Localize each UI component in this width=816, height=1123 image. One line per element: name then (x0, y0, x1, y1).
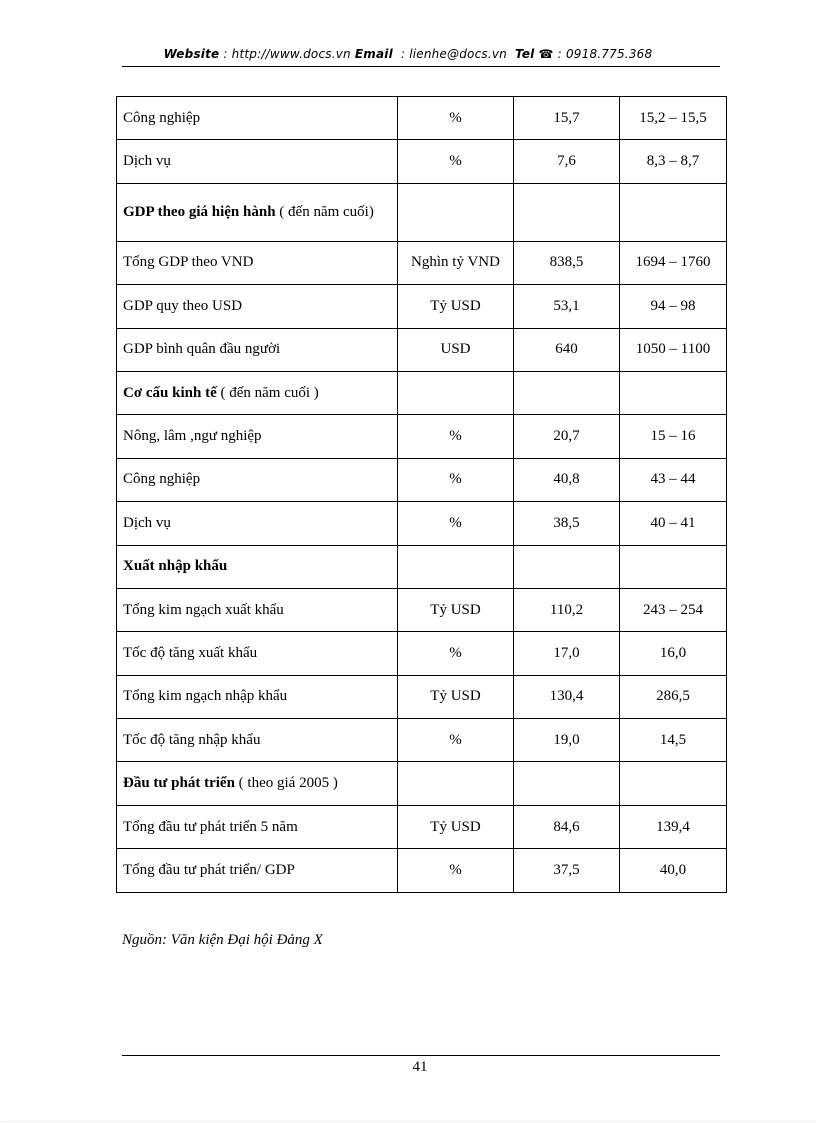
table-row (117, 588, 727, 631)
value-2001-2005-cell: 110,2 (514, 588, 620, 631)
table-row (117, 675, 727, 718)
tel-sep: : (553, 47, 566, 61)
page-header (0, 47, 816, 61)
email-value[interactable]: lienhe@docs.vn (409, 47, 507, 61)
table-row (117, 241, 727, 284)
table-row (117, 502, 727, 545)
table-row (117, 328, 727, 371)
unit-cell: % (398, 140, 514, 183)
value-2001-2005-cell: 15,7 (514, 97, 620, 140)
source-note: Nguồn: Văn kiện Đại hội Đảng X (122, 932, 323, 948)
value-2001-2005-cell: 838,5 (514, 241, 620, 284)
table-row (117, 415, 727, 458)
table-row (117, 849, 727, 892)
table-row (117, 140, 727, 183)
empty-cell (514, 371, 620, 414)
table-row (117, 285, 727, 328)
section-row (117, 183, 727, 241)
unit-cell: Nghìn tỷ VND (398, 241, 514, 284)
value-2001-2005-cell: 7,6 (514, 140, 620, 183)
empty-cell (620, 371, 727, 414)
unit-cell: % (398, 458, 514, 501)
table-row (117, 805, 727, 848)
section-row (117, 371, 727, 414)
target-2006-2010-cell: 1694 – 1760 (620, 241, 727, 284)
indicator-cell: GDP quy theo USD (117, 285, 398, 328)
footer-rule (122, 1055, 720, 1056)
empty-cell (398, 183, 514, 241)
indicator-cell: Tốc độ tăng xuất khẩu (117, 632, 398, 675)
section-row (117, 545, 727, 588)
empty-cell (514, 183, 620, 241)
email-sep: : (396, 47, 410, 61)
section-title: Xuất nhập khẩu (123, 558, 228, 575)
unit-cell: Tỷ USD (398, 675, 514, 718)
target-2006-2010-cell: 15,2 – 15,5 (620, 97, 727, 140)
indicator-cell: Tổng GDP theo VND (117, 241, 398, 284)
section-note: ( đến năm cuối) (275, 203, 374, 220)
empty-cell (514, 545, 620, 588)
indicator-cell: Dịch vụ (117, 140, 398, 183)
indicator-cell: Nông, lâm ,ngư nghiệp (117, 415, 398, 458)
target-2006-2010-cell: 14,5 (620, 719, 727, 762)
indicator-cell: Tổng kim ngạch nhập khẩu (117, 675, 398, 718)
section-note: ( đến năm cuối ) (216, 384, 319, 401)
indicator-cell: Dịch vụ (117, 502, 398, 545)
unit-cell: USD (398, 328, 514, 371)
empty-cell (514, 762, 620, 805)
value-2001-2005-cell: 17,0 (514, 632, 620, 675)
section-title: Đầu tư phát triển (123, 775, 235, 792)
target-2006-2010-cell: 243 – 254 (620, 588, 727, 631)
target-2006-2010-cell: 40,0 (620, 849, 727, 892)
target-2006-2010-cell: 286,5 (620, 675, 727, 718)
email-label: Email (354, 47, 393, 61)
table-row (117, 632, 727, 675)
target-2006-2010-cell: 15 – 16 (620, 415, 727, 458)
target-2006-2010-cell: 94 – 98 (620, 285, 727, 328)
unit-cell: % (398, 97, 514, 140)
empty-cell (620, 762, 727, 805)
value-2001-2005-cell: 38,5 (514, 502, 620, 545)
section-row (117, 762, 727, 805)
empty-cell (398, 545, 514, 588)
unit-cell: Tỷ USD (398, 805, 514, 848)
target-2006-2010-cell: 8,3 – 8,7 (620, 140, 727, 183)
section-note: ( theo giá 2005 ) (234, 775, 338, 792)
empty-cell (398, 371, 514, 414)
value-2001-2005-cell: 37,5 (514, 849, 620, 892)
value-2001-2005-cell: 53,1 (514, 285, 620, 328)
indicator-cell: Tổng kim ngạch xuất khẩu (117, 588, 398, 631)
indicator-cell: Tổng đầu tư phát triển/ GDP (117, 849, 398, 892)
unit-cell: % (398, 849, 514, 892)
indicator-cell: Công nghiệp (117, 97, 398, 140)
target-2006-2010-cell: 43 – 44 (620, 458, 727, 501)
value-2001-2005-cell: 40,8 (514, 458, 620, 501)
unit-cell: % (398, 415, 514, 458)
website-sep: : (219, 47, 232, 61)
section-title-cell (117, 545, 398, 588)
unit-cell: Tỷ USD (398, 588, 514, 631)
table-row (117, 97, 727, 140)
section-title: Cơ cấu kinh tế (123, 384, 217, 401)
empty-cell (620, 545, 727, 588)
unit-cell: % (398, 502, 514, 545)
section-title-cell (117, 371, 398, 414)
page-edge-dots (0, 1121, 816, 1122)
tel-value: 0918.775.368 (565, 47, 653, 61)
website-label: Website (163, 47, 220, 61)
table-row (117, 719, 727, 762)
target-2006-2010-cell: 139,4 (620, 805, 727, 848)
website-url[interactable]: http://www.docs.vn (231, 47, 351, 61)
telephone-icon: ☎ (538, 47, 554, 61)
table-row (117, 458, 727, 501)
value-2001-2005-cell: 640 (514, 328, 620, 371)
section-title-cell (117, 762, 398, 805)
page-number: 41 (412, 1059, 428, 1075)
target-2006-2010-cell: 16,0 (620, 632, 727, 675)
header-rule (122, 66, 720, 67)
unit-cell: Tỷ USD (398, 285, 514, 328)
indicator-cell: GDP bình quân đầu người (117, 328, 398, 371)
value-2001-2005-cell: 20,7 (514, 415, 620, 458)
tel-label: Tel (515, 47, 535, 61)
statistics-table (116, 96, 727, 893)
indicator-cell: Tốc độ tăng nhập khẩu (117, 719, 398, 762)
statistics-table-body (117, 97, 727, 893)
target-2006-2010-cell: 1050 – 1100 (620, 328, 727, 371)
indicator-cell: Công nghiệp (117, 458, 398, 501)
value-2001-2005-cell: 84,6 (514, 805, 620, 848)
empty-cell (398, 762, 514, 805)
value-2001-2005-cell: 19,0 (514, 719, 620, 762)
target-2006-2010-cell: 40 – 41 (620, 502, 727, 545)
unit-cell: % (398, 719, 514, 762)
section-title: GDP theo giá hiện hành (123, 203, 276, 220)
empty-cell (620, 183, 727, 241)
section-title-cell (117, 183, 398, 241)
indicator-cell: Tổng đầu tư phát triển 5 năm (117, 805, 398, 848)
unit-cell: % (398, 632, 514, 675)
value-2001-2005-cell: 130,4 (514, 675, 620, 718)
